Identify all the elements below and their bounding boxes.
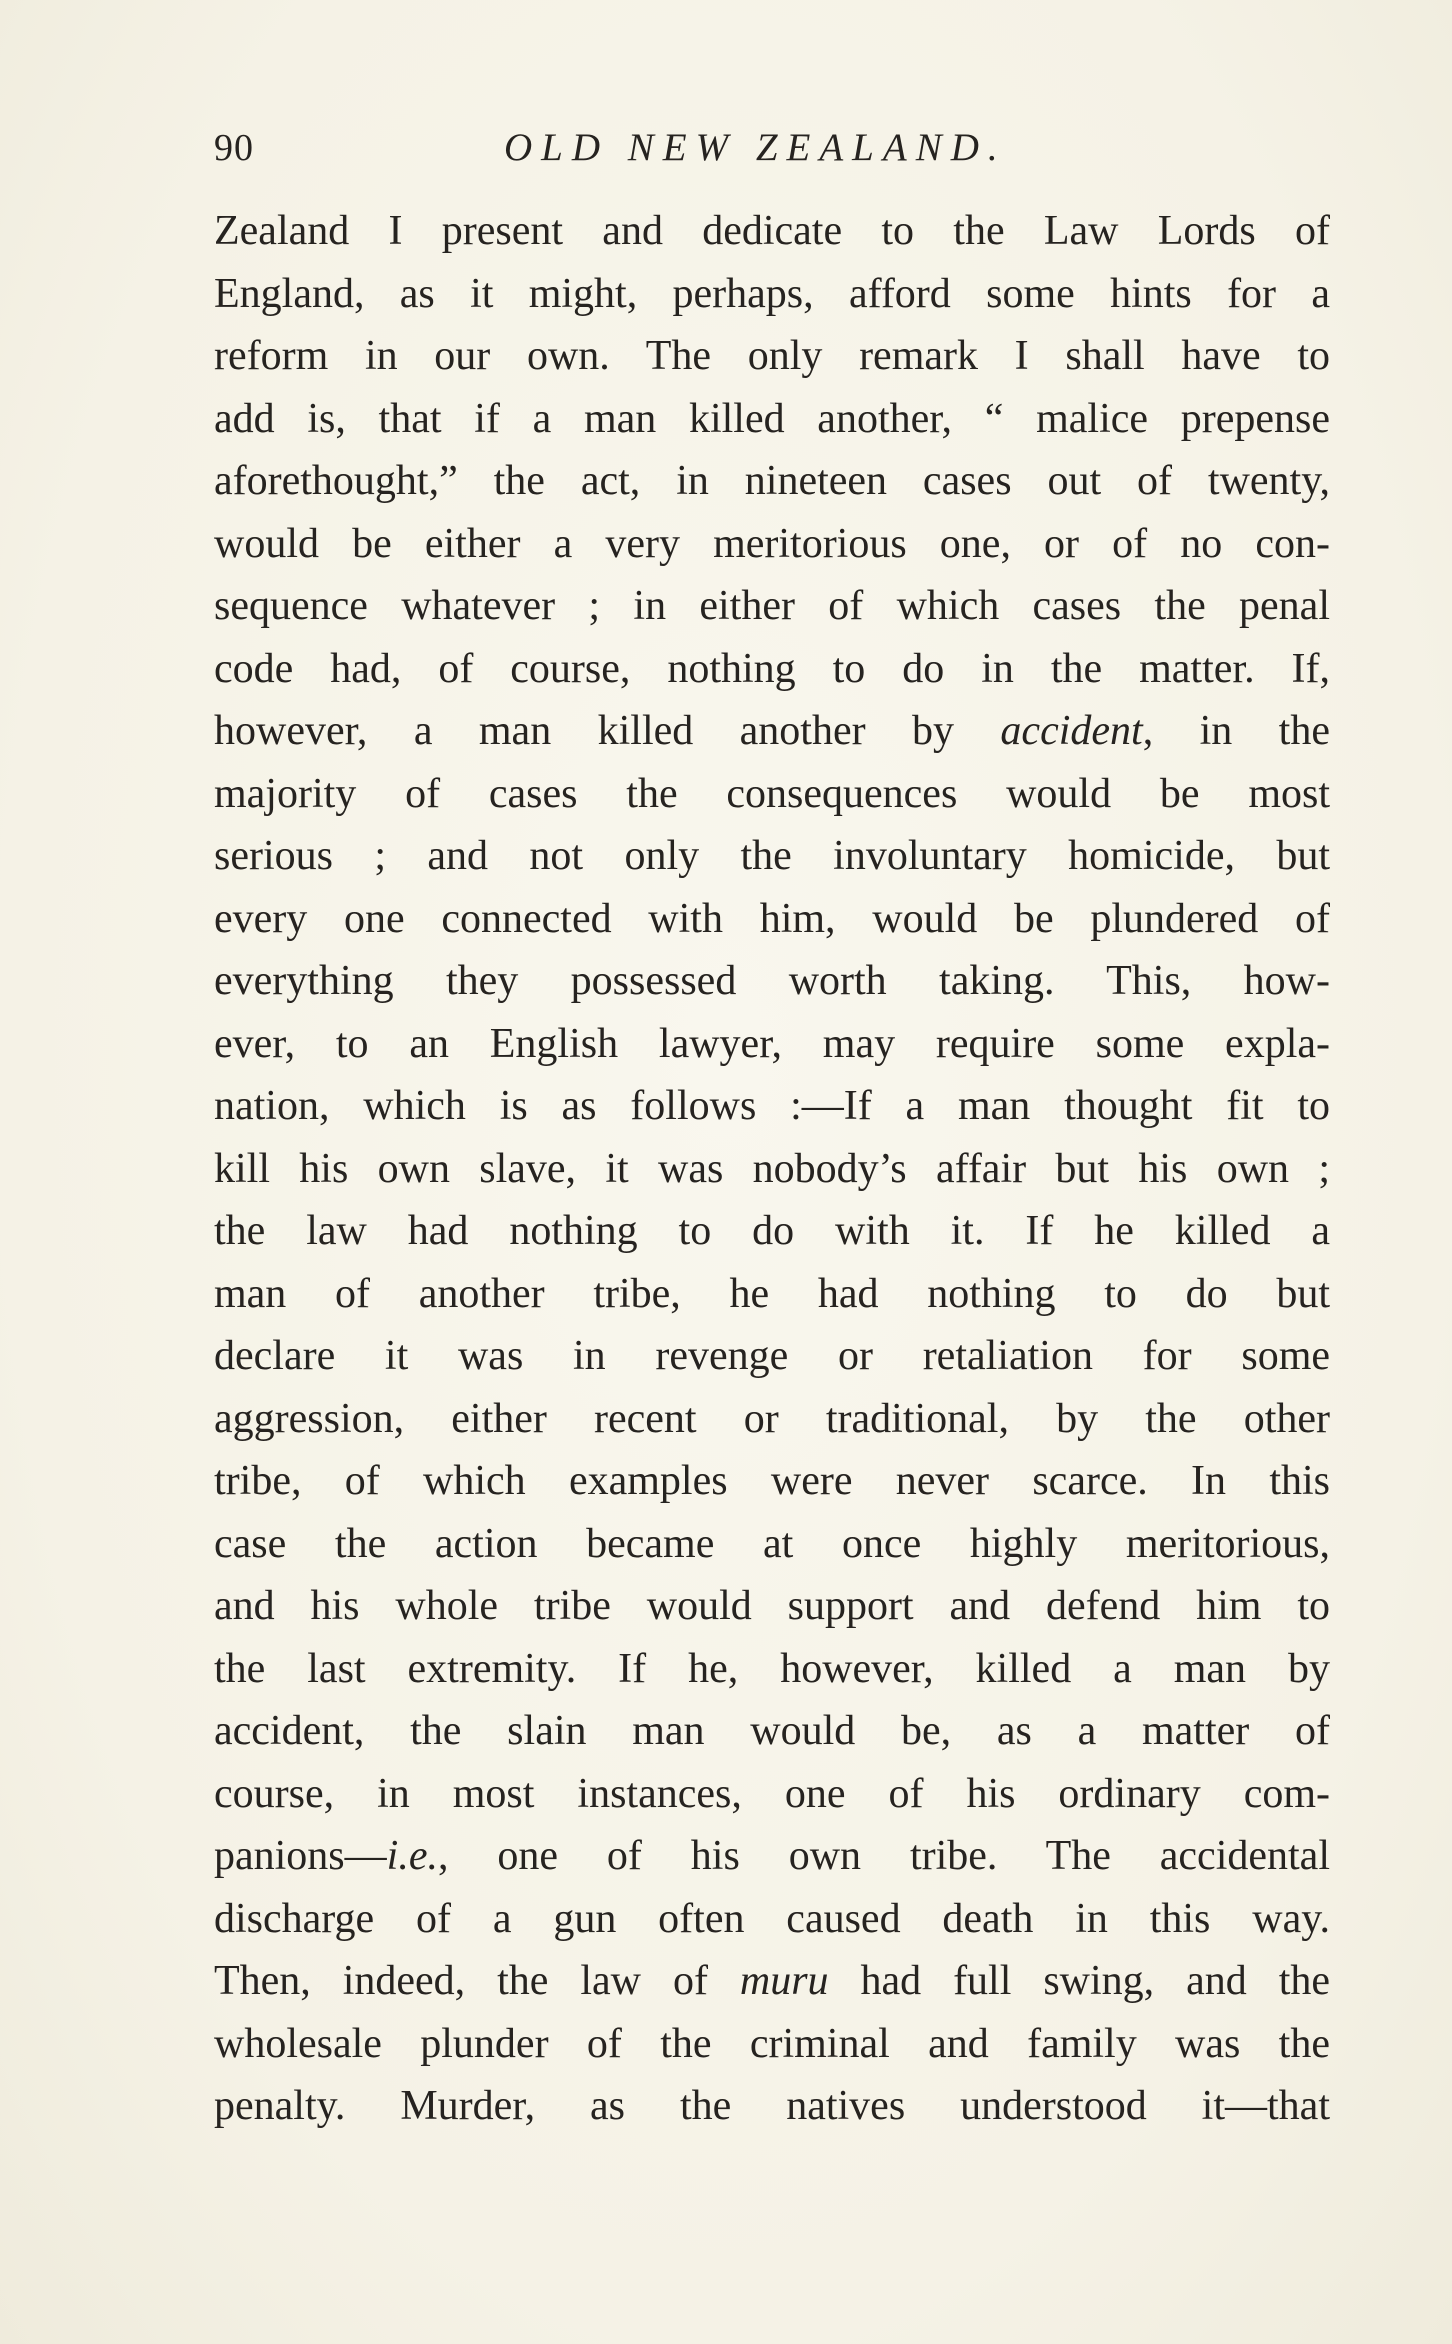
text-span: sequence whatever ; in either of which cases the penal — [214, 583, 1330, 629]
text-line — [214, 263, 1330, 326]
text-line — [214, 1325, 1330, 1388]
text-line — [214, 1888, 1330, 1951]
text-line — [214, 700, 1330, 763]
text-line — [214, 1138, 1330, 1201]
text-span: ever, to an English lawyer, may require some expla- — [214, 1020, 1330, 1067]
text-line — [214, 1575, 1330, 1638]
text-line — [214, 1075, 1330, 1138]
text-span: would be either a very meritorious one, or of no con- — [214, 520, 1330, 567]
text-span: man of another tribe, he had nothing to do but — [214, 1270, 1330, 1317]
text-span: case the action became at once highly meritorious, — [214, 1520, 1330, 1567]
text-line — [214, 1638, 1330, 1701]
text-span: Then, indeed, the law of — [214, 1958, 740, 2004]
text-line — [214, 1825, 1330, 1888]
text-span: add is, that if a man killed another, “ malice prepense — [214, 395, 1330, 442]
text-line — [214, 1263, 1330, 1326]
text-line — [214, 638, 1330, 701]
text-span: reform in our own. The only remark I shall have to — [214, 333, 1330, 379]
text-line — [214, 763, 1330, 826]
text-line — [214, 325, 1330, 388]
text-span: , in the — [1142, 708, 1330, 754]
italic-text: muru — [739, 1958, 829, 2004]
text-line — [214, 450, 1330, 513]
text-line — [214, 825, 1330, 888]
text-span: everything they possessed worth taking. This, how- — [214, 958, 1330, 1004]
body-text — [214, 200, 1330, 2138]
text-line — [214, 200, 1330, 263]
page-number: 90 — [214, 127, 254, 169]
text-span: and his whole tribe would support and defend him to — [214, 1583, 1330, 1629]
text-line — [214, 1200, 1330, 1263]
text-span: every one connected with him, would be plundered of — [214, 895, 1330, 942]
text-span: England, as it might, perhaps, afford some hints for a — [214, 270, 1330, 317]
text-line — [214, 575, 1330, 638]
text-span: the last extremity. If he, however, killed a man by — [214, 1645, 1330, 1692]
text-span: tribe, of which examples were never scarce. In this — [214, 1458, 1330, 1504]
text-line — [214, 2013, 1330, 2076]
text-line — [214, 388, 1330, 451]
text-line — [214, 950, 1330, 1013]
text-span: aggression, either recent or traditional, by the other — [214, 1395, 1330, 1442]
text-line — [214, 1013, 1330, 1076]
text-span: wholesale plunder of the criminal and family was the — [214, 2020, 1330, 2067]
text-span: accident, the slain man would be, as a matter of — [214, 1708, 1330, 1754]
text-line — [214, 1513, 1330, 1576]
text-span: panions— — [214, 1833, 387, 1879]
text-span: had full swing, and the — [828, 1958, 1331, 2004]
text-line — [214, 2075, 1330, 2138]
text-line — [214, 1450, 1330, 1513]
text-span: however, a man killed another by — [214, 708, 1001, 754]
text-span: penalty. Murder, as the natives understood it—that — [214, 2083, 1330, 2129]
text-span: code had, of course, nothing to do in the matter. If, — [214, 645, 1330, 692]
text-line — [214, 1763, 1330, 1826]
italic-text: i.e. — [386, 1833, 438, 1879]
text-line — [214, 1388, 1330, 1451]
text-line — [214, 513, 1330, 576]
italic-text: accident — [1000, 708, 1143, 754]
text-span: course, in most instances, one of his ordinary com- — [214, 1770, 1330, 1817]
text-span: Zealand I present and dedicate to the Law Lords of — [214, 208, 1330, 254]
text-line — [214, 1950, 1330, 2013]
text-span: nation, which is as follows :—If a man thought fit to — [214, 1083, 1330, 1129]
text-span: serious ; and not only the involuntary homicide, but — [214, 833, 1330, 879]
text-span: declare it was in revenge or retaliation for some — [214, 1333, 1330, 1379]
text-span: aforethought,” the act, in nineteen cases out of twenty, — [214, 458, 1330, 504]
text-span: discharge of a gun often caused death in this way. — [214, 1895, 1330, 1942]
running-title: OLD NEW ZEALAND. — [504, 126, 1007, 169]
text-span: , one of his own tribe. The accidental — [437, 1833, 1330, 1879]
text-span: kill his own slave, it was nobody’s affair but his own ; — [214, 1145, 1330, 1192]
text-line — [214, 888, 1330, 951]
page-header — [214, 118, 1334, 178]
text-span: the law had nothing to do with it. If he killed a — [214, 1208, 1330, 1254]
text-span: majority of cases the consequences would be most — [214, 770, 1330, 817]
text-line — [214, 1700, 1330, 1763]
